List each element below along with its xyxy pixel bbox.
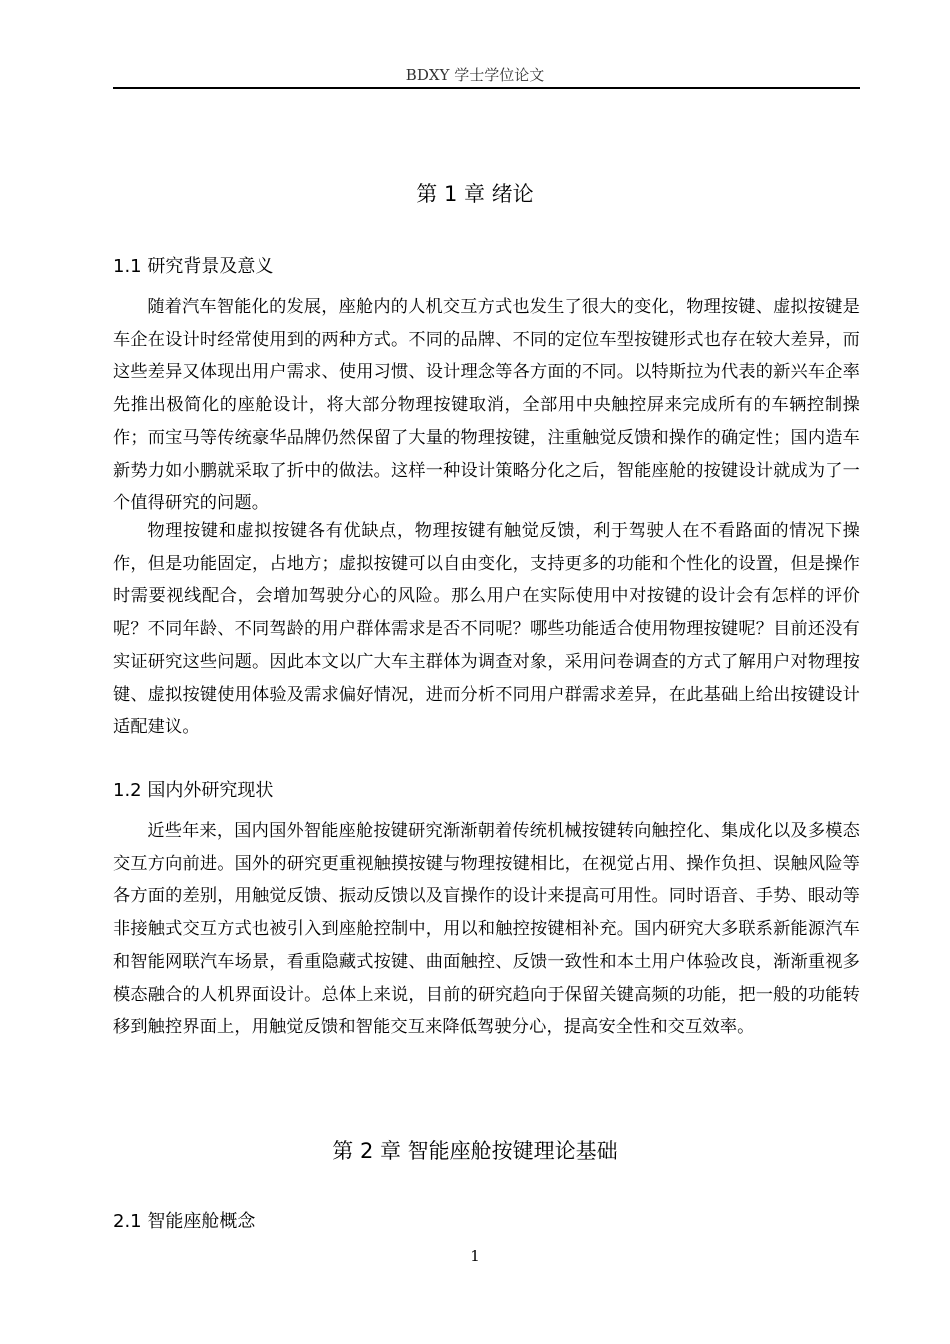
chapter-1-title: 第 1 章 绪论	[416, 182, 534, 206]
section-2-1-heading: 2.1 智能座舱概念	[113, 1211, 256, 1232]
section-1-2-heading: 1.2 国内外研究现状	[113, 780, 274, 801]
section-1-1-paragraph-2: 物理按键和虚拟按键各有优缺点，物理按键有触觉反馈，利于驾驶人在不看路面的情况下操作，但是功能固定，占地方；虚拟按键可以自由变化，支持更多的功能和个性化的设置，但是操作时需要视线配合，会增加驾驶分心的风险。那么用户在实际使用中对按键的设计会有怎样的评价呢？不同年龄、不同驾龄的用户群体需求是否不同呢？哪些功能适合使用物理按键呢？目前还没有实证研究这些问题。因此本文以广大车主群体为调查对象，采用问卷调查的方式了解用户对物理按键、虚拟按键使用体验及需求偏好情况，进而分析不同用户群需求差异，在此基础上给出按键设计适配建议。	[113, 521, 860, 738]
page-number: 1	[470, 1247, 480, 1265]
section-1-2-paragraph-1: 近些年来，国内国外智能座舱按键研究渐渐朝着传统机械按键转向触控化、集成化以及多模态交互方向前进。国外的研究更重视触摸按键与物理按键相比，在视觉占用、操作负担、误触风险等各方面的差别，用触觉反馈、振动反馈以及盲操作的设计来提高可用性。同时语音、手势、眼动等非接触式交互方式也被引入到座舱控制中，用以和触控按键相补充。国内研究大多联系新能源汽车和智能网联汽车场景，看重隐藏式按键、曲面触控、反馈一致性和本土用户体验改良，渐渐重视多模态融合的人机界面设计。总体上来说，目前的研究趋向于保留关键高频的功能，把一般的功能转移到触控界面上，用触觉反馈和智能交互来降低驾驶分心，提高安全性和交互效率。	[113, 821, 860, 1038]
running-header: BDXY 学士学位论文	[405, 66, 545, 84]
header-divider	[113, 87, 860, 89]
chapter-2-title: 第 2 章 智能座舱按键理论基础	[332, 1139, 618, 1163]
section-1-1-heading: 1.1 研究背景及意义	[113, 256, 274, 277]
section-1-1-paragraph-1: 随着汽车智能化的发展，座舱内的人机交互方式也发生了很大的变化，物理按键、虚拟按键是车企在设计时经常使用到的两种方式。不同的品牌、不同的定位车型按键形式也存在较大差异，而这些差异又体现出用户需求、使用习惯、设计理念等各方面的不同。以特斯拉为代表的新兴车企率先推出极简化的座舱设计，将大部分物理按键取消，全部用中央触控屏来完成所有的车辆控制操作；而宝马等传统豪华品牌仍然保留了大量的物理按键，注重触觉反馈和操作的确定性；国内造车新势力如小鹏就采取了折中的做法。这样一种设计策略分化之后，智能座舱的按键设计就成为了一个值得研究的问题。	[113, 297, 860, 514]
